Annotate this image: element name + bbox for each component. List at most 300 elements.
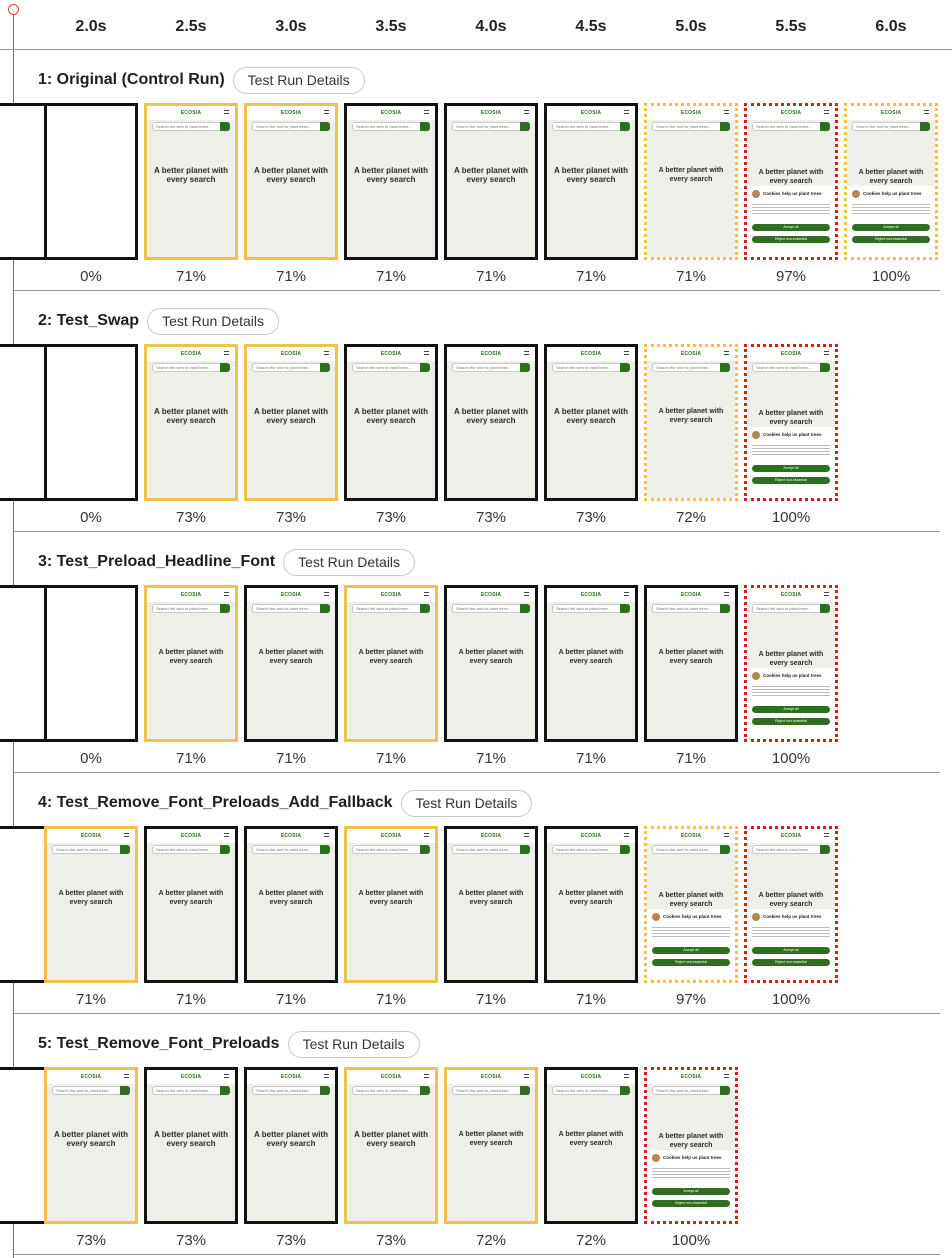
screenshot-search-placeholder: Search the web to plant trees... — [456, 365, 512, 370]
screenshot-headline: A better planet with every search — [54, 1130, 128, 1148]
search-icon — [820, 845, 830, 854]
screenshot-headline: A better planet with every search — [554, 166, 628, 184]
visual-progress-percent: 73% — [75, 1232, 107, 1249]
visual-progress-percent: 71% — [475, 268, 507, 285]
visual-progress-percent: 100% — [771, 509, 811, 526]
search-icon — [420, 363, 430, 372]
filmstrip-frame[interactable] — [44, 103, 138, 260]
screenshot-headline: A better planet with every search — [254, 407, 328, 425]
search-icon — [320, 845, 330, 854]
page-screenshot — [747, 588, 835, 739]
filmstrip-frame[interactable] — [544, 344, 638, 501]
cookie-banner — [747, 186, 835, 257]
menu-icon — [124, 833, 129, 837]
screenshot-header — [347, 106, 435, 120]
ecosia-logo: ECOSIA — [580, 833, 602, 839]
menu-icon — [524, 351, 529, 355]
accept-all-button: Accept all — [652, 947, 730, 954]
test-run-details-button[interactable]: Test Run Details — [233, 67, 365, 94]
time-tick: 4.0s — [475, 18, 507, 35]
screenshot-search-placeholder: Search the web to plant trees... — [456, 847, 512, 852]
search-icon — [620, 845, 630, 854]
cookie-banner-title: Cookies help us plant trees — [763, 191, 822, 196]
screenshot-search-bar — [752, 122, 830, 131]
cookie-icon — [652, 1154, 660, 1162]
search-icon — [720, 122, 730, 131]
screenshot-search-placeholder: Search the web to plant trees... — [856, 124, 912, 129]
ecosia-logo: ECOSIA — [380, 1074, 402, 1080]
menu-icon — [824, 592, 829, 596]
test-run-details-button[interactable]: Test Run Details — [147, 308, 279, 335]
visual-progress-percent: 71% — [575, 268, 607, 285]
screenshot-search-placeholder: Search the web to plant trees... — [256, 1088, 312, 1093]
ecosia-logo: ECOSIA — [380, 833, 402, 839]
screenshot-search-bar — [152, 1086, 230, 1095]
screenshot-search-bar — [452, 1086, 530, 1095]
search-icon — [920, 122, 930, 131]
visual-progress-percent: 71% — [675, 750, 707, 767]
cookie-icon — [752, 431, 760, 439]
screenshot-headline: A better planet with every search — [658, 408, 724, 424]
accept-all-button: Accept all — [652, 1188, 730, 1195]
cookie-icon — [752, 672, 760, 680]
search-icon — [320, 604, 330, 613]
ecosia-logo: ECOSIA — [280, 351, 302, 357]
screenshot-search-bar — [252, 845, 330, 854]
search-icon — [820, 363, 830, 372]
page-screenshot — [447, 829, 535, 980]
menu-icon — [324, 351, 329, 355]
time-tick: 2.0s — [75, 18, 107, 35]
page-screenshot — [247, 1070, 335, 1221]
screenshot-headline: A better planet with every search — [358, 890, 424, 906]
menu-icon — [824, 833, 829, 837]
visual-progress-percent: 71% — [275, 750, 307, 767]
cookie-icon — [752, 190, 760, 198]
ecosia-logo: ECOSIA — [180, 110, 202, 116]
menu-icon — [424, 1074, 429, 1078]
cookie-banner-text — [752, 925, 830, 939]
screenshot-header — [247, 1070, 335, 1084]
run-title-row — [38, 789, 532, 817]
filmstrip-frame[interactable] — [244, 826, 338, 983]
filmstrip-frame[interactable] — [344, 344, 438, 501]
filmstrip-frame[interactable] — [244, 344, 338, 501]
filmstrip-frame[interactable] — [244, 585, 338, 742]
search-icon — [520, 363, 530, 372]
time-tick: 6.0s — [875, 18, 907, 35]
screenshot-search-bar — [752, 363, 830, 372]
menu-icon — [724, 833, 729, 837]
filmstrip-frame[interactable] — [544, 585, 638, 742]
cookie-banner-text — [752, 443, 830, 457]
screenshot-header — [447, 829, 535, 843]
screenshot-headline: A better planet with every search — [558, 1131, 624, 1147]
visual-progress-percent: 73% — [175, 1232, 207, 1249]
filmstrip-frame[interactable] — [244, 1067, 338, 1224]
visual-progress-percent: 72% — [475, 1232, 507, 1249]
filmstrip-frame[interactable] — [644, 344, 738, 501]
page-screenshot — [347, 106, 435, 257]
menu-icon — [424, 110, 429, 114]
filmstrip-frame[interactable] — [144, 585, 238, 742]
search-icon — [420, 1086, 430, 1095]
filmstrip-frame[interactable] — [344, 1067, 438, 1224]
screenshot-header — [347, 829, 435, 843]
ecosia-logo: ECOSIA — [780, 110, 802, 116]
search-icon — [220, 604, 230, 613]
ecosia-logo: ECOSIA — [180, 1074, 202, 1080]
menu-icon — [724, 110, 729, 114]
screenshot-search-placeholder: Search the web to plant trees... — [56, 847, 112, 852]
filmstrip-frame[interactable] — [144, 1067, 238, 1224]
menu-icon — [624, 351, 629, 355]
screenshot-headline: A better planet with every search — [758, 892, 824, 908]
ecosia-logo: ECOSIA — [180, 351, 202, 357]
ecosia-logo: ECOSIA — [480, 351, 502, 357]
screenshot-search-placeholder: Search the web to plant trees... — [656, 1088, 712, 1093]
screenshot-search-bar — [352, 122, 430, 131]
screenshot-headline: A better planet with every search — [354, 1130, 428, 1148]
screenshot-search-bar — [552, 845, 630, 854]
test-run-section — [14, 773, 940, 1014]
filmstrip-frame[interactable] — [144, 826, 238, 983]
test-run-section — [14, 1014, 940, 1255]
screenshot-search-bar — [152, 845, 230, 854]
screenshot-headline: A better planet with every search — [658, 167, 724, 183]
filmstrip-frame[interactable] — [344, 103, 438, 260]
time-tick: 2.5s — [175, 18, 207, 35]
visual-progress-percent: 71% — [575, 750, 607, 767]
time-tick: 3.5s — [375, 18, 407, 35]
screenshot-header — [647, 829, 735, 843]
visual-progress-percent: 100% — [871, 268, 911, 285]
filmstrip-frame[interactable] — [444, 585, 538, 742]
search-icon — [820, 604, 830, 613]
search-icon — [320, 1086, 330, 1095]
screenshot-search-bar — [552, 122, 630, 131]
menu-icon — [624, 592, 629, 596]
accept-all-button: Accept all — [752, 465, 830, 472]
search-icon — [720, 1086, 730, 1095]
search-icon — [520, 604, 530, 613]
screenshot-headline: A better planet with every search — [658, 1133, 724, 1149]
screenshot-search-bar — [752, 604, 830, 613]
screenshot-search-bar — [352, 1086, 430, 1095]
screenshot-headline: A better planet with every search — [354, 407, 428, 425]
screenshot-search-bar — [652, 604, 730, 613]
screenshot-search-bar — [352, 845, 430, 854]
screenshot-header — [247, 347, 335, 361]
screenshot-headline: A better planet with every search — [154, 407, 228, 425]
screenshot-header — [247, 106, 335, 120]
screenshot-search-placeholder: Search the web to plant trees... — [256, 124, 312, 129]
filmstrip-frame[interactable] — [744, 826, 838, 983]
test-run-section — [14, 532, 940, 773]
screenshot-headline: A better planet with every search — [58, 890, 124, 906]
menu-icon — [524, 592, 529, 596]
screenshot-search-bar — [452, 122, 530, 131]
cookie-banner — [847, 186, 935, 257]
search-icon — [420, 845, 430, 854]
screenshot-search-placeholder: Search the web to plant trees... — [356, 1088, 412, 1093]
cookie-banner-title: Cookies help us plant trees — [763, 914, 822, 919]
menu-icon — [524, 1074, 529, 1078]
menu-icon — [624, 1074, 629, 1078]
menu-icon — [524, 110, 529, 114]
visual-progress-percent: 71% — [375, 750, 407, 767]
visual-progress-percent: 71% — [375, 991, 407, 1008]
time-tick: 4.5s — [575, 18, 607, 35]
filmstrip-frame[interactable] — [844, 103, 938, 260]
menu-icon — [724, 592, 729, 596]
screenshot-search-placeholder: Search the web to plant trees... — [556, 1088, 612, 1093]
search-icon — [220, 845, 230, 854]
cookie-banner-text — [752, 202, 830, 216]
page-screenshot — [347, 588, 435, 739]
filmstrip-frame[interactable] — [544, 103, 638, 260]
filmstrip-frame[interactable] — [744, 585, 838, 742]
screenshot-header — [147, 1070, 235, 1084]
cookie-icon — [652, 913, 660, 921]
page-screenshot — [347, 1070, 435, 1221]
search-icon — [420, 122, 430, 131]
search-icon — [620, 363, 630, 372]
filmstrip-frame[interactable] — [444, 344, 538, 501]
page-screenshot — [547, 1070, 635, 1221]
screenshot-search-placeholder: Search the web to plant trees... — [156, 365, 212, 370]
filmstrip-frame[interactable] — [344, 826, 438, 983]
screenshot-header — [447, 588, 535, 602]
page-screenshot — [147, 829, 235, 980]
menu-icon — [524, 833, 529, 837]
screenshot-header — [147, 829, 235, 843]
filmstrip-frame[interactable] — [444, 826, 538, 983]
screenshot-search-placeholder: Search the web to plant trees... — [656, 365, 712, 370]
ecosia-logo: ECOSIA — [580, 1074, 602, 1080]
page-screenshot — [47, 829, 135, 980]
cookie-banner-text — [652, 1166, 730, 1180]
page-screenshot — [247, 829, 335, 980]
visual-progress-percent: 72% — [575, 1232, 607, 1249]
run-title-row — [38, 548, 415, 576]
screenshot-header — [147, 588, 235, 602]
page-screenshot — [347, 829, 435, 980]
screenshot-header — [647, 347, 735, 361]
page-screenshot — [547, 106, 635, 257]
filmstrip-frame[interactable] — [144, 344, 238, 501]
ecosia-logo: ECOSIA — [680, 833, 702, 839]
visual-progress-percent: 71% — [175, 750, 207, 767]
cookie-banner — [747, 427, 835, 498]
screenshot-search-bar — [452, 845, 530, 854]
test-run-section — [14, 291, 940, 532]
visual-progress-percent: 73% — [275, 1232, 307, 1249]
visual-progress-percent: 73% — [375, 509, 407, 526]
screenshot-headline: A better planet with every search — [458, 1131, 524, 1147]
cookie-banner — [647, 1150, 735, 1221]
screenshot-search-bar — [652, 122, 730, 131]
ecosia-logo: ECOSIA — [480, 110, 502, 116]
menu-icon — [424, 592, 429, 596]
screenshot-header — [447, 1070, 535, 1084]
ecosia-logo: ECOSIA — [480, 1074, 502, 1080]
run-title: 2: Test_Swap — [38, 312, 140, 329]
screenshot-search-bar — [552, 604, 630, 613]
menu-icon — [424, 833, 429, 837]
ecosia-logo: ECOSIA — [680, 592, 702, 598]
reject-non-essential-button: Reject non-essential — [752, 477, 830, 484]
visual-progress-percent: 71% — [575, 991, 607, 1008]
screenshot-search-placeholder: Search the web to plant trees... — [256, 606, 312, 611]
search-icon — [720, 845, 730, 854]
screenshot-headline: A better planet with every search — [258, 890, 324, 906]
visual-progress-percent: 71% — [275, 991, 307, 1008]
screenshot-header — [647, 106, 735, 120]
menu-icon — [824, 351, 829, 355]
page-screenshot — [647, 1070, 735, 1221]
screenshot-search-placeholder: Search the web to plant trees... — [56, 1088, 112, 1093]
test-run-details-button[interactable]: Test Run Details — [401, 790, 533, 817]
screenshot-search-bar — [152, 604, 230, 613]
screenshot-search-placeholder: Search the web to plant trees... — [456, 1088, 512, 1093]
reject-non-essential-button: Reject non-essential — [652, 959, 730, 966]
filmstrip-frame[interactable] — [244, 103, 338, 260]
screenshot-headline: A better planet with every search — [454, 166, 528, 184]
page-screenshot — [447, 1070, 535, 1221]
search-icon — [120, 1086, 130, 1095]
screenshot-search-placeholder: Search the web to plant trees... — [156, 1088, 212, 1093]
test-run-details-button[interactable]: Test Run Details — [283, 549, 415, 576]
screenshot-search-placeholder: Search the web to plant trees... — [156, 847, 212, 852]
screenshot-header — [847, 106, 935, 120]
ecosia-logo: ECOSIA — [580, 592, 602, 598]
search-icon — [220, 363, 230, 372]
screenshot-headline: A better planet with every search — [154, 1130, 228, 1148]
page-screenshot — [147, 347, 235, 498]
visual-progress-percent: 73% — [575, 509, 607, 526]
ecosia-logo: ECOSIA — [180, 833, 202, 839]
screenshot-search-bar — [252, 122, 330, 131]
page-screenshot — [647, 347, 735, 498]
screenshot-headline: A better planet with every search — [758, 410, 824, 426]
screenshot-header — [147, 347, 235, 361]
accept-all-button: Accept all — [752, 224, 830, 231]
screenshot-search-placeholder: Search the web to plant trees... — [356, 847, 412, 852]
filmstrip-frame[interactable] — [144, 103, 238, 260]
ecosia-logo: ECOSIA — [480, 833, 502, 839]
screenshot-search-placeholder: Search the web to plant trees... — [556, 124, 612, 129]
screenshot-headline: A better planet with every search — [254, 1130, 328, 1148]
run-title-row — [38, 1030, 420, 1058]
filmstrip-frame[interactable] — [44, 1067, 138, 1224]
screenshot-search-placeholder: Search the web to plant trees... — [156, 124, 212, 129]
screenshot-header — [547, 829, 635, 843]
filmstrip-frame[interactable] — [644, 826, 738, 983]
run-title-row — [38, 66, 365, 94]
page-screenshot — [647, 106, 735, 257]
screenshot-search-placeholder: Search the web to plant trees... — [656, 606, 712, 611]
visual-progress-percent: 71% — [175, 991, 207, 1008]
ecosia-logo: ECOSIA — [280, 1074, 302, 1080]
page-screenshot — [847, 106, 935, 257]
cookie-banner-text — [652, 925, 730, 939]
run-title: 1: Original (Control Run) — [38, 71, 225, 88]
visual-progress-percent: 71% — [375, 268, 407, 285]
filmstrip-frame[interactable] — [544, 1067, 638, 1224]
test-run-details-button[interactable]: Test Run Details — [288, 1031, 420, 1058]
visual-progress-percent: 0% — [80, 509, 102, 526]
screenshot-header — [747, 588, 835, 602]
filmstrip-frame[interactable] — [344, 585, 438, 742]
filmstrip-frame[interactable] — [744, 344, 838, 501]
screenshot-header — [747, 347, 835, 361]
screenshot-search-bar — [652, 363, 730, 372]
screenshot-search-placeholder: Search the web to plant trees... — [456, 124, 512, 129]
filmstrip-frame[interactable] — [644, 585, 738, 742]
screenshot-search-bar — [152, 122, 230, 131]
filmstrip-frame[interactable] — [44, 344, 138, 501]
ecosia-logo: ECOSIA — [280, 110, 302, 116]
filmstrip-frame[interactable] — [644, 1067, 738, 1224]
screenshot-headline: A better planet with every search — [458, 890, 524, 906]
ecosia-logo: ECOSIA — [780, 592, 802, 598]
screenshot-headline: A better planet with every search — [454, 407, 528, 425]
accept-all-button: Accept all — [752, 706, 830, 713]
page-screenshot — [147, 588, 235, 739]
ecosia-logo: ECOSIA — [580, 110, 602, 116]
screenshot-search-bar — [452, 604, 530, 613]
ecosia-logo: ECOSIA — [80, 1074, 102, 1080]
screenshot-search-bar — [252, 604, 330, 613]
visual-progress-percent: 100% — [671, 1232, 711, 1249]
menu-icon — [224, 351, 229, 355]
filmstrip-frame[interactable] — [744, 103, 838, 260]
filmstrip-frame[interactable] — [444, 1067, 538, 1224]
screenshot-search-bar — [652, 845, 730, 854]
visual-progress-percent: 71% — [675, 268, 707, 285]
cookie-icon — [752, 913, 760, 921]
reject-non-essential-button: Reject non-essential — [752, 718, 830, 725]
menu-icon — [224, 592, 229, 596]
screenshot-header — [147, 106, 235, 120]
page-screenshot — [547, 347, 635, 498]
filmstrip-frame[interactable] — [644, 103, 738, 260]
visual-progress-percent: 71% — [175, 268, 207, 285]
screenshot-search-placeholder: Search the web to plant trees... — [356, 606, 412, 611]
filmstrip-frame[interactable] — [44, 826, 138, 983]
cookie-icon — [852, 190, 860, 198]
cookie-banner — [747, 668, 835, 739]
visual-progress-percent: 71% — [475, 750, 507, 767]
search-icon — [520, 845, 530, 854]
visual-progress-percent: 73% — [375, 1232, 407, 1249]
screenshot-search-bar — [352, 604, 430, 613]
menu-icon — [324, 592, 329, 596]
ecosia-logo: ECOSIA — [480, 592, 502, 598]
visual-progress-percent: 72% — [675, 509, 707, 526]
filmstrip-frame[interactable] — [544, 826, 638, 983]
screenshot-search-bar — [252, 363, 330, 372]
cookie-banner — [647, 909, 735, 980]
filmstrip-frame[interactable] — [44, 585, 138, 742]
filmstrip-frame[interactable] — [444, 103, 538, 260]
search-icon — [520, 1086, 530, 1095]
menu-icon — [624, 110, 629, 114]
screenshot-headline: A better planet with every search — [658, 649, 724, 665]
screenshot-search-placeholder: Search the web to plant trees... — [756, 606, 812, 611]
screenshot-headline: A better planet with every search — [558, 890, 624, 906]
